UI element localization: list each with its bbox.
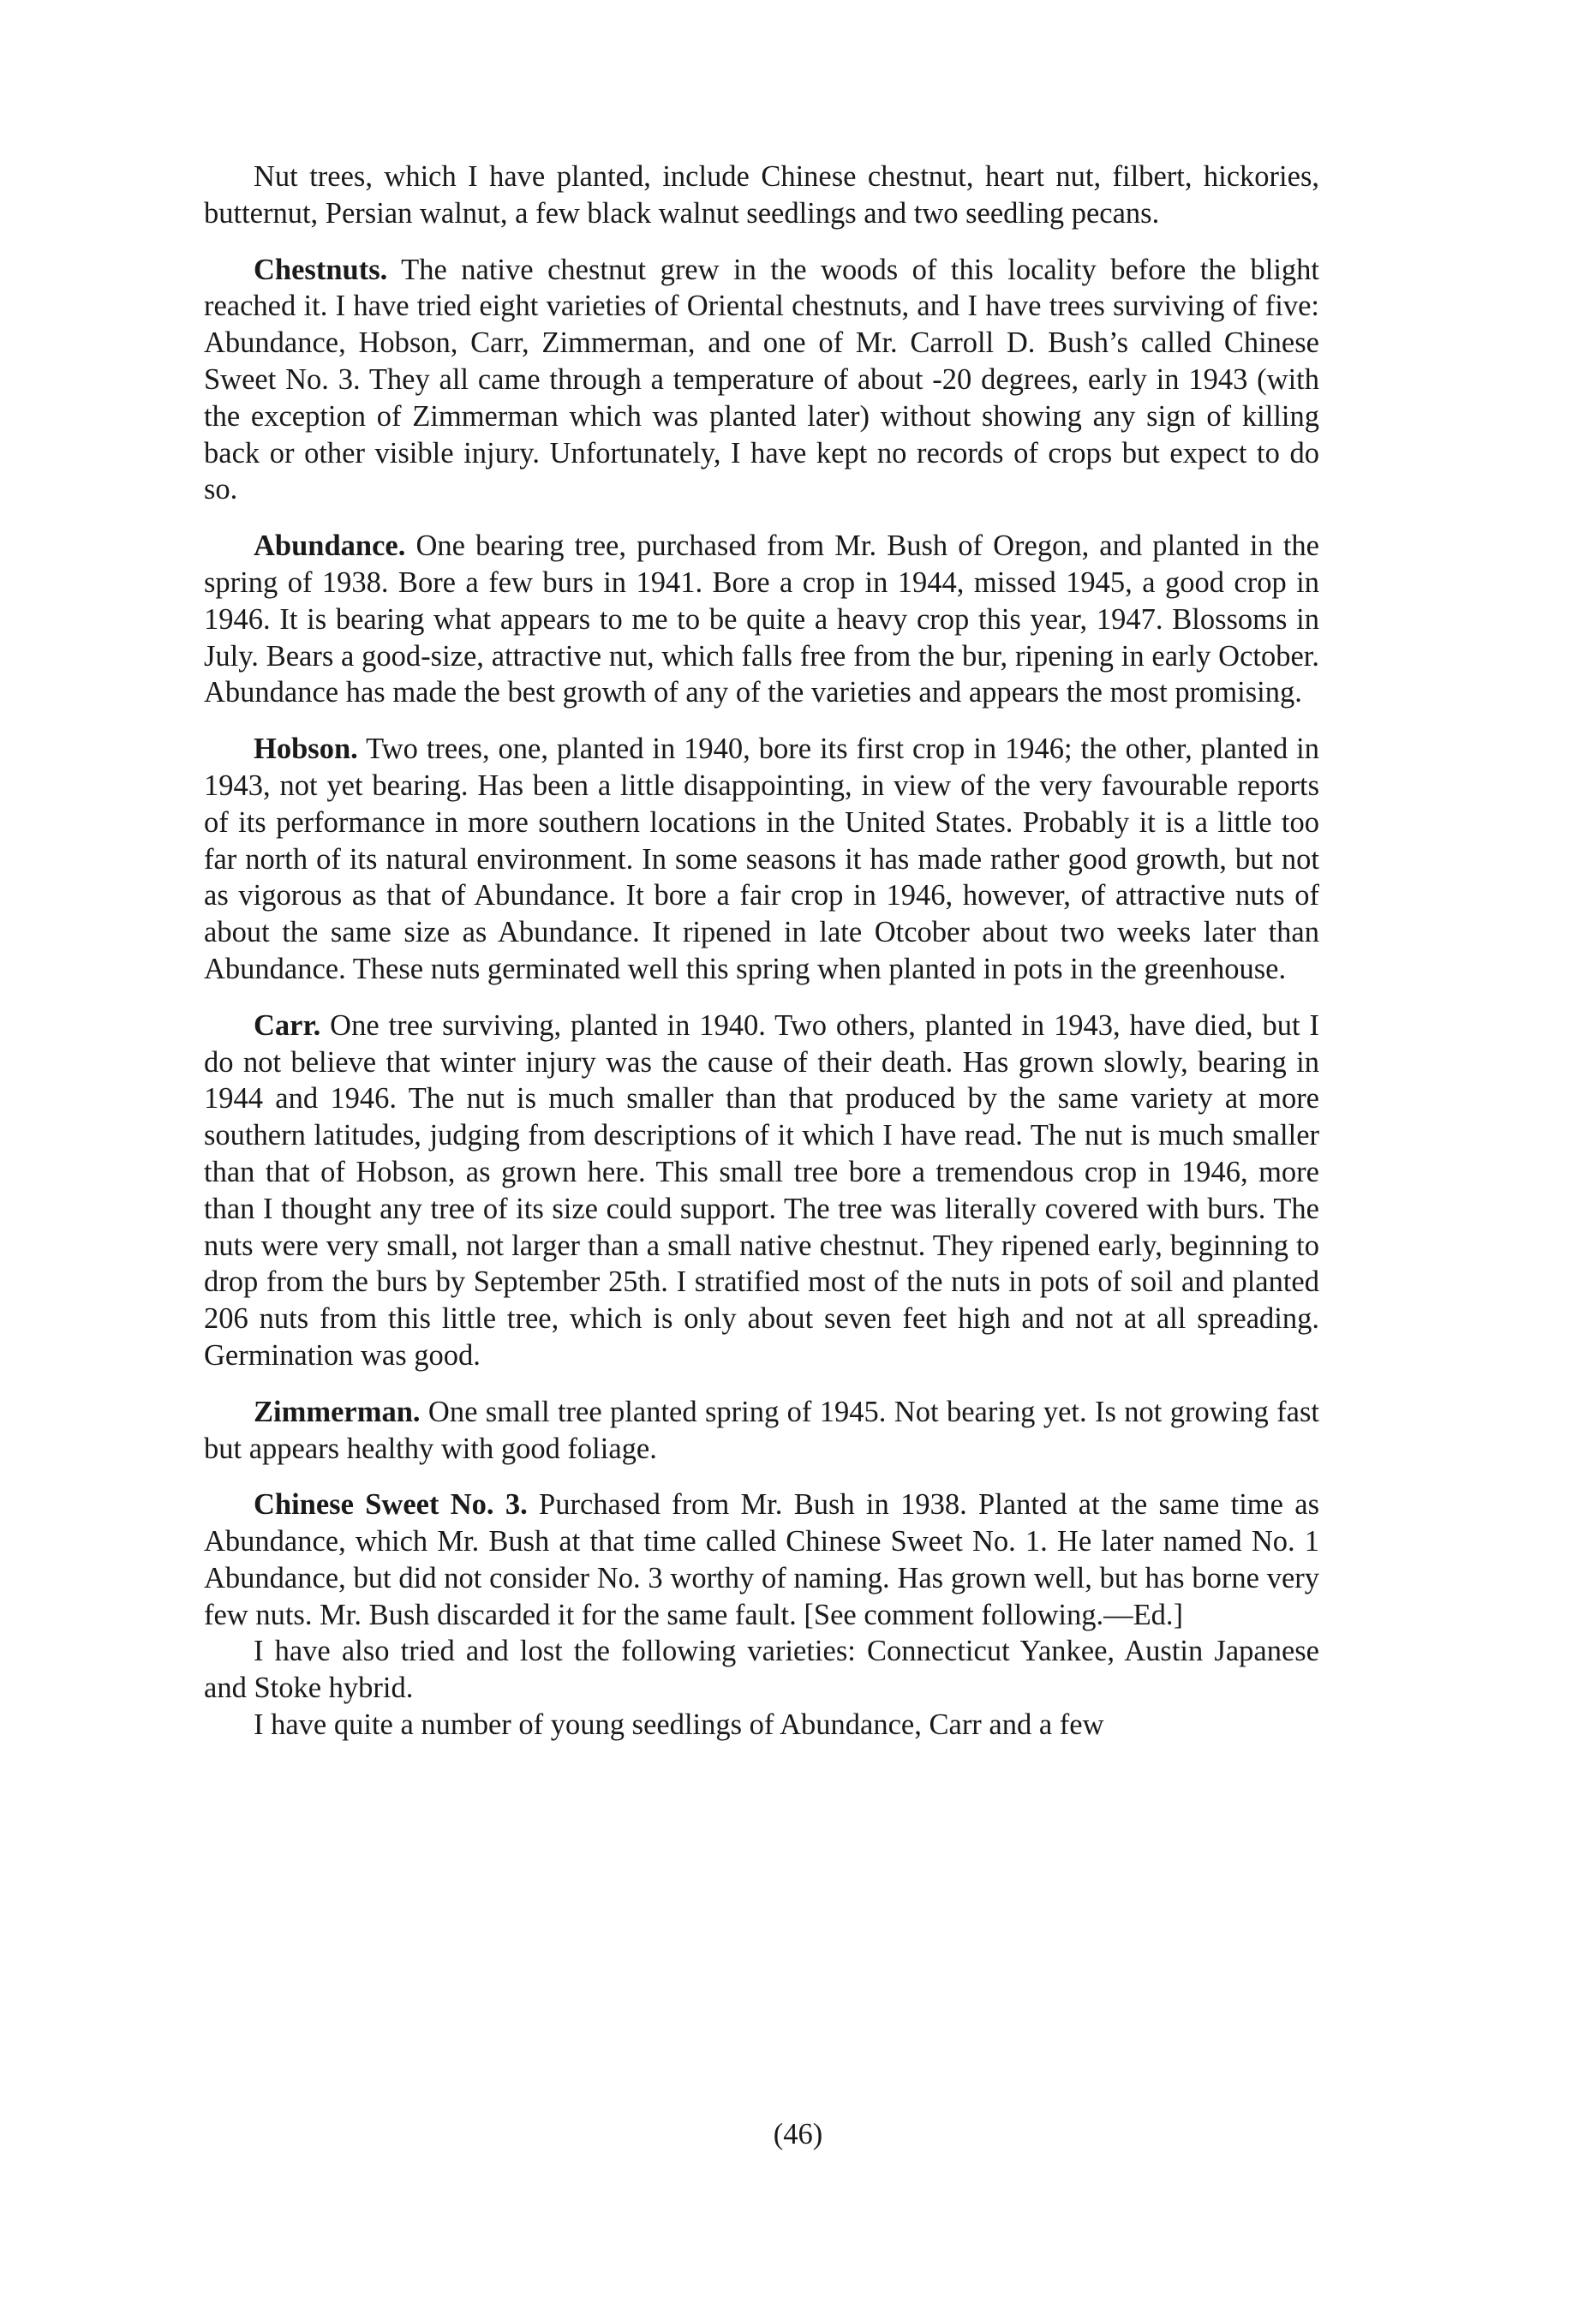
paragraph-chinese-sweet-text: Purchased from Mr. Bush in 1938. Planted at the same time as Abundance, which Mr. Bush at that time called Chinese Sweet No. 1. He later named No. 1 Abundance, but did not consider No. 3 worthy of naming. Has grown well, but has borne very few nuts. Mr. Bush discarded it for the same fault. [See comment following.—Ed.]: [204, 1488, 1319, 1631]
paragraph-seedlings-text: I have quite a number of young seedlings of Abundance, Carr and a few: [254, 1708, 1104, 1742]
paragraph-chinese-sweet: [204, 1487, 1319, 1633]
paragraph-seedlings: [204, 1707, 1319, 1744]
paragraph-intro-text: Nut trees, which I have planted, include Chinese chestnut, heart nut, filbert, hickories, butternut, Persian walnut, a few black walnut seedlings and two seedling pecans.: [204, 160, 1319, 230]
paragraph-zimmerman-text: One small tree planted spring of 1945. Not bearing yet. Is not growing fast but appears healthy with good foliage.: [204, 1395, 1319, 1465]
heading-chinese-sweet: Chinese Sweet No. 3.: [254, 1488, 528, 1522]
paragraph-abundance: [204, 528, 1319, 711]
heading-zimmerman: Zimmerman.: [254, 1395, 421, 1428]
paragraph-abundance-text: One bearing tree, purchased from Mr. Bush of Oregon, and planted in the spring of 1938. Bore a few burs in 1941. Bore a crop in 1944, missed 1945, a good crop in 1946. It is bearing what appears to me to be quite a heavy crop this year, 1947. Blossoms in July. Bears a good-size, attractive nut, which falls free from the bur, ripening in early October. Abundance has made the best growth of any of the varieties and appears the most promising.: [204, 529, 1319, 709]
paragraph-intro: [204, 159, 1319, 232]
paragraph-zimmerman: [204, 1394, 1319, 1468]
paragraph-lost-varieties: [204, 1633, 1319, 1707]
heading-chestnuts: Chestnuts.: [254, 253, 388, 286]
paragraph-carr-text: One tree surviving, planted in 1940. Two others, planted in 1943, have died, but I do not believe that winter injury was the cause of their death. Has grown slowly, bearing in 1944 and 1946. The nut is much smaller than that produced by the same variety at more southern latitudes, judging from descriptions of it which I have read. The nut is much smaller than that of Hobson, as grown here. This small tree bore a tremendous crop in 1946, more than I thought any tree of its size could support. The tree was literally covered with burs. The nuts were very small, not larger than a small native chestnut. They ripened early, beginning to drop from the burs by September 25th. I stratified most of the nuts in pots of soil and planted 206 nuts from this little tree, which is only about seven feet high and not at all spreading. Germination was good.: [204, 1008, 1319, 1372]
paragraph-hobson: [204, 731, 1319, 988]
page-body: [204, 159, 1319, 1744]
paragraph-chestnuts-text: The native chestnut grew in the woods of this locality before the blight reached it. I have tried eight varieties of Oriental chestnuts, and I have trees surviving of five: Abundance, Hobson, Carr, Zimmerman, and one of Mr. Carroll D. Bush’s called Chinese Sweet No. 3. They all came through a temperature of about -20 degrees, early in 1943 (with the exception of Zimmerman which was planted later) without showing any sign of killing back or other visible injury. Unfortunately, I have kept no records of crops but expect to do so.: [204, 253, 1319, 506]
paragraph-carr: [204, 1008, 1319, 1374]
heading-hobson: Hobson.: [254, 733, 358, 766]
paragraph-hobson-text: Two trees, one, planted in 1940, bore its first crop in 1946; the other, planted in 1943, not yet bearing. Has been a little disappointing, in view of the very favourable reports of its performance in more southern locations in the United States. Probably it is a little too far north of its natural environment. In some seasons it has made rather good growth, but not as vigorous as that of Abundance. It bore a fair crop in 1946, however, of attractive nuts of about the same size as Abundance. It ripened in late Otcober about two weeks later than Abundance. These nuts germinated well this spring when planted in pots in the greenhouse.: [204, 733, 1319, 985]
page-number: (46): [773, 2118, 823, 2150]
heading-abundance: Abundance.: [254, 529, 406, 563]
heading-carr: Carr.: [254, 1008, 321, 1042]
paragraph-lost-varieties-text: I have also tried and lost the following varieties: Connecticut Yankee, Austin Japanese and Stoke hybrid.: [204, 1635, 1319, 1705]
paragraph-chestnuts: [204, 252, 1319, 509]
